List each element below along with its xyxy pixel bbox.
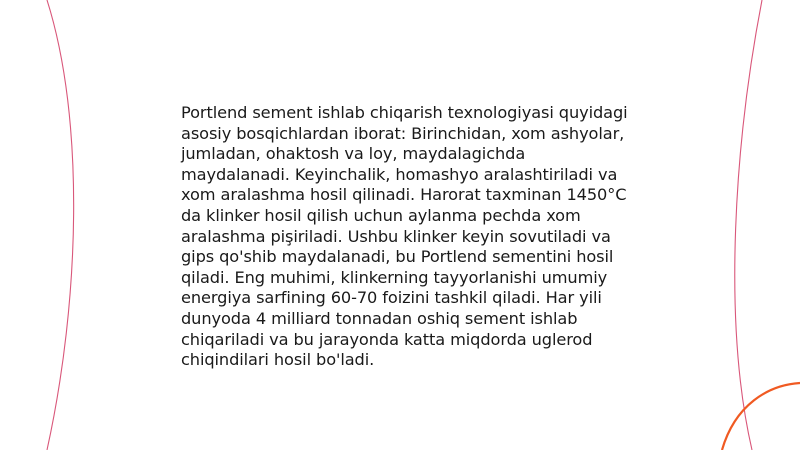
body-paragraph: Portlend sement ishlab chiqarish texnologiyasi quyidagi asosiy bosqichlardan iborat: Birinchidan, xom ashyolar, jumladan, ohaktosh va loy, maydalagichda maydalanadi. Keyinchalik, homashyo aralashtiriladi va xom aralashma hosil qilinadi. Harorat taxminan 1450°C da klinker hosil qilish uchun aylanma pechda xom aralashma pişiriladi. Ushbu klinker keyin sovutiladi va gips qo'shib maydalanadi, bu Portlend sementini hosil qiladi. Eng muhimi, klinkerning tayyorlanishi umumiy energiya sarfining 60-70 foizini tashkil qiladi. Har yili dunyoda 4 milliard tonnadan oshiq sement ishlab chiqariladi va bu jarayonda katta miqdorda uglerod chiqindilari hosil bo'ladi. [181,103,628,370]
left-curve-line [47,0,74,450]
bottom-right-arc [722,383,800,450]
right-curve-line [735,0,762,450]
